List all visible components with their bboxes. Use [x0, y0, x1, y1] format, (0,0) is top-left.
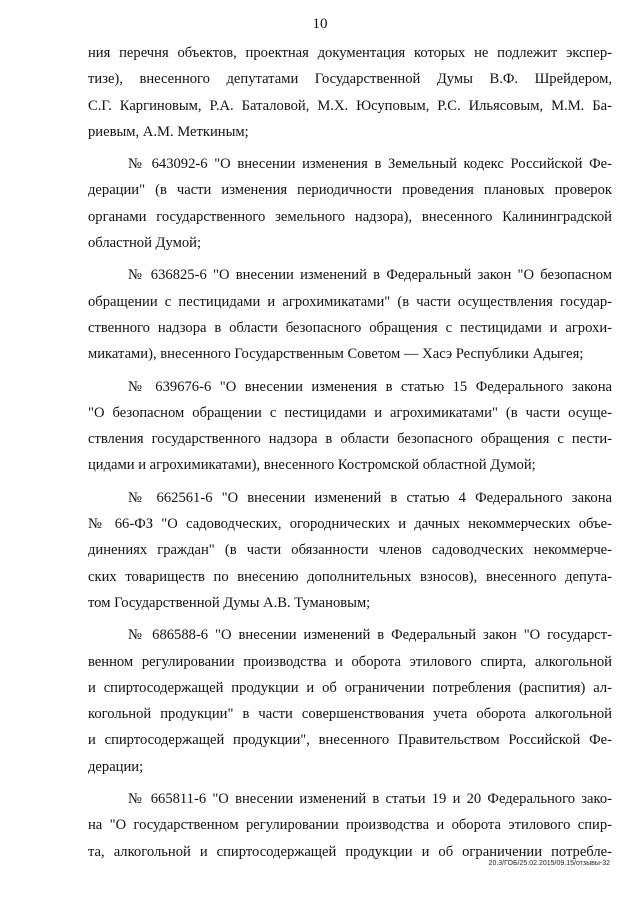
text-line: № 66-ФЗ "О садоводческих, огороднических и дачных некоммерческих объе- [88, 516, 612, 533]
text-line: когольной продукции" в части совершенствования учета оборота алкогольной [88, 706, 612, 723]
text-line: том Государственной Думы А.В. Тумановым; [88, 594, 371, 611]
text-line: цидами и агрохимикатами), внесенного Костромской областной Думой; [88, 457, 536, 474]
text-line: тизе), внесенного депутатами Государственной Думы В.Ф. Шрейдером, [88, 71, 612, 88]
text-line: ских товариществ по внесению дополнительных взносов), внесенного депута- [88, 568, 612, 585]
text-line: дерации" (в части изменения периодичности проведения плановых проверок [88, 182, 612, 199]
text-line: "О безопасном обращении с пестицидами и агрохимикатами" (в части осуще- [88, 404, 612, 421]
text-line: № 639676-6 "О внесении изменения в статью 15 Федерального закона [128, 378, 612, 395]
text-line: № 636825-6 "О внесении изменений в Федеральный закон "О безопасном [128, 267, 612, 284]
text-line: С.Г. Каргиновым, Р.А. Баталовой, М.Х. Юсуповым, Р.С. Ильясовым, М.М. Ба- [88, 97, 612, 114]
paragraph-p2 [88, 262, 612, 367]
text-line: риевым, А.М. Меткиным; [88, 123, 249, 140]
text-line: областной Думой; [88, 235, 201, 252]
text-line: органами государственного земельного надзора), внесенного Калининградской [88, 208, 612, 225]
text-line: динениях граждан" (в части обязанности членов садоводческих некоммерче- [88, 542, 612, 559]
text-line: дерации; [88, 758, 144, 775]
text-line: ственного надзора в области безопасного обращения с пестицидами и агрохи- [88, 319, 612, 336]
text-line: № 665811-6 "О внесении изменений в статьи 19 и 20 Федерального зако- [128, 791, 612, 808]
text-line: и спиртосодержащей продукции и об ограничении потребления (распития) ал- [88, 679, 612, 696]
text-line: на "О государственном регулировании производства и оборота этилового спир- [88, 817, 612, 834]
paragraph-p0 [88, 40, 612, 145]
text-line: та, алкогольной и спиртосодержащей продукции и об ограничении потребле- [88, 843, 612, 860]
text-line: и спиртосодержащей продукции", внесенного Правительством Российской Фе- [88, 732, 612, 749]
text-line: № 662561-6 "О внесении изменений в статью 4 Федерального закона [128, 489, 612, 506]
text-line: № 686588-6 "О внесении изменений в Федеральный закон "О государст- [128, 627, 612, 644]
text-line: обращении с пестицидами и агрохимикатами" (в части осуществления государ- [88, 293, 612, 310]
paragraph-p4 [88, 485, 612, 616]
paragraph-p3 [88, 374, 612, 479]
footer-code: 20.3/ГОБ/25.02.2015/09.15/отзывы-32 [488, 860, 610, 867]
text-line: ствления государственного надзора в области безопасного обращения с пести- [88, 431, 612, 448]
paragraph-p6 [88, 786, 612, 865]
text-line: № 643092-6 "О внесении изменения в Земельный кодекс Российской Фе- [128, 156, 612, 173]
page-number: 10 [312, 16, 328, 32]
text-line: микатами), внесенного Государственным Советом — Хасэ Республики Адыгея; [88, 346, 584, 363]
text-line: ния перечня объектов, проектная документация которых не подлежит экспер- [88, 45, 612, 61]
text-line: венном регулировании производства и оборота этилового спирта, алкогольной [88, 653, 612, 670]
paragraph-p5 [88, 622, 612, 780]
paragraph-p1 [88, 151, 612, 256]
document-body [88, 40, 612, 865]
